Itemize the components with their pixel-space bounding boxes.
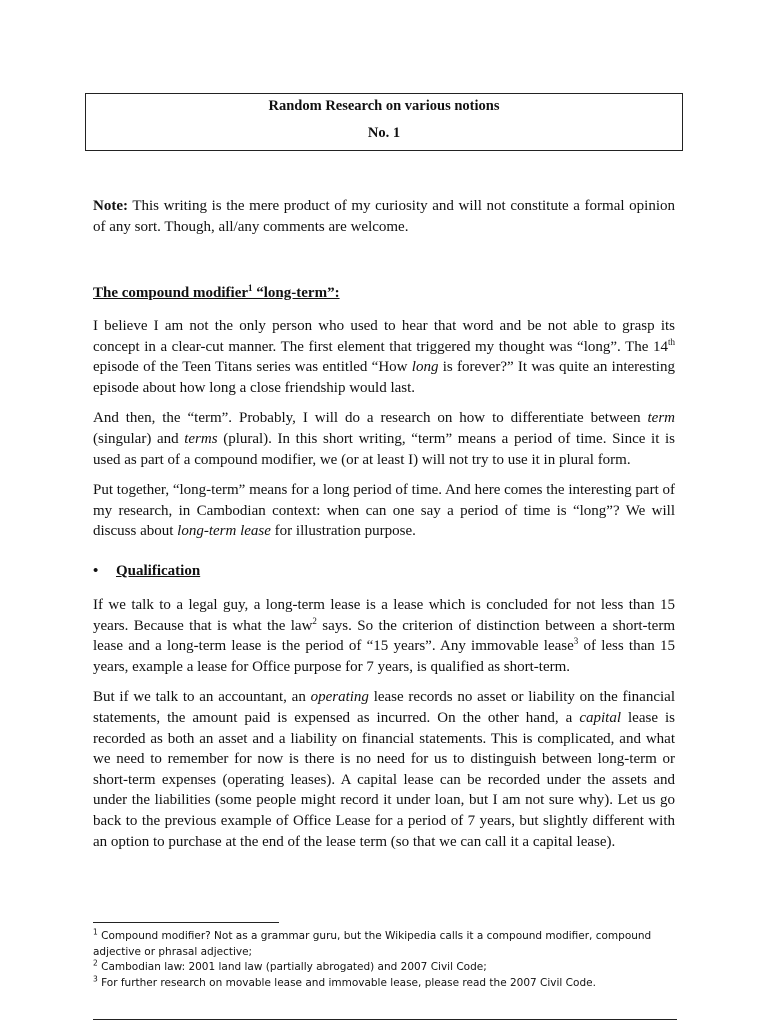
footnote-2 (93, 960, 663, 976)
bullet-icon: • (93, 563, 99, 579)
p3-text-a: Put together, “long-term” means for a long period of time. And here comes the interesting part of my research, in Cambodian context: when can one say a period of time is “long”? We will discuss about (93, 482, 675, 540)
qualification-heading (93, 561, 675, 582)
footnote-separator (93, 922, 279, 923)
p3-text-b: for illustration purpose. (270, 523, 416, 540)
p2-italic-term: term (647, 410, 675, 427)
p2-text-c: (plural). In this short writing, “term” means a period of time. Since it is used as part of a compound modifier, we (or at least I) will not try to use it in plural form. (93, 430, 675, 468)
paragraph-2 (93, 408, 675, 470)
p1-text-b: episode of the Teen Titans series was entitled “How (93, 359, 412, 376)
section-heading-post: “long-term”: (252, 285, 340, 301)
p5-text-a: But if we talk to an accountant, an (93, 689, 311, 706)
p4-text-a: If we talk to a legal guy, a long-term lease is a lease which is concluded for not less than 15 years. Because that is what the law (93, 597, 675, 634)
footnote-ref-1: 1 (248, 283, 253, 293)
p1-text-a: I believe I am not the only person who used to hear that word and be not able to grasp its concept in a clear-cut manner. The first element that triggered my thought was “long”. The 14 (93, 318, 675, 355)
p1-italic: long (411, 359, 439, 376)
footnote-3-num: 3 (93, 974, 98, 983)
p1-ordinal: th (667, 336, 675, 347)
p5-text-c: lease is recorded as both an asset and a liability on financial statements. This is complicated, and what we need to remember for now is there is no need for us to distinguish between long-term or short-term expenses (operating leases). A capital lease can be recorded under the assets and under the liabilities (some people might record it under loan, but I am not sure why). Let us go back to the previous example of Office Lease for a period of 7 years, but slightly different with an option to purchase at the end of the lease term (so that we can call it a capital lease). (93, 709, 676, 850)
footnote-3-text: For further research on movable lease and immovable lease, please read the 2007 Civil Code. (97, 976, 596, 989)
footnote-1-num: 1 (93, 927, 98, 937)
p2-italic-terms: terms (184, 430, 218, 447)
p4-text-c: of less than 15 years, example a lease for Office purpose for 7 years, is qualified as short-term. (93, 638, 675, 675)
p3-italic: long-term lease (177, 523, 271, 540)
paragraph-5 (93, 687, 675, 852)
note-text: This writing is the mere product of my curiosity and will not constitute a formal opinion of any sort. Though, all/any comments are welcome. (93, 198, 675, 235)
footnote-3 (93, 976, 663, 992)
note-label: Note: (93, 198, 128, 214)
p5-italic-operating: operating (310, 689, 369, 706)
paragraph-1 (93, 316, 675, 398)
note-paragraph (93, 196, 675, 247)
body-text (93, 316, 675, 552)
paragraph-4 (93, 595, 675, 677)
document-title: Random Research on various notions (268, 98, 500, 114)
footnote-ref-2: 2 (312, 615, 317, 626)
p2-text-a: And then, the “term”. Probably, I will do a research on how to differentiate between (93, 410, 648, 427)
p2-text-b: (singular) and (93, 430, 185, 447)
footnote-2-text: Cambodian law: 2001 land law (partially abrogated) and 2007 Civil Code; (97, 961, 487, 973)
page-bottom-rule (93, 1019, 677, 1020)
p5-italic-capital: capital (579, 709, 622, 726)
title-box (85, 93, 683, 151)
footnote-1-text: Compound modifier? Not as a grammar guru, but the Wikipedia calls it a compound modifier, compound adjective or phrasal adjective; (93, 930, 652, 958)
document-number: No. 1 (367, 125, 401, 141)
footnote-2-num: 2 (93, 958, 98, 968)
footnotes (93, 929, 663, 991)
paragraph-3 (93, 480, 675, 542)
section-heading-pre: The compound modifier (93, 285, 249, 301)
footnote-ref-3: 3 (573, 636, 579, 647)
qualification-title: Qualification (116, 563, 201, 579)
p4-text-b: says. So the criterion of distinction between a short-term lease and a long-term lease is the period of “15 years”. Any immovable lease (93, 617, 675, 655)
p5-text-b: lease records no asset or liability on the financial statements, the amount paid is expensed as incurred. On the other hand, a (93, 689, 675, 726)
p1-text-c: is forever?” It was quite an interesting episode about how long a close friendship would last. (93, 359, 675, 396)
qualification-body (93, 595, 675, 862)
footnote-1 (93, 929, 663, 960)
section-heading (93, 283, 675, 304)
